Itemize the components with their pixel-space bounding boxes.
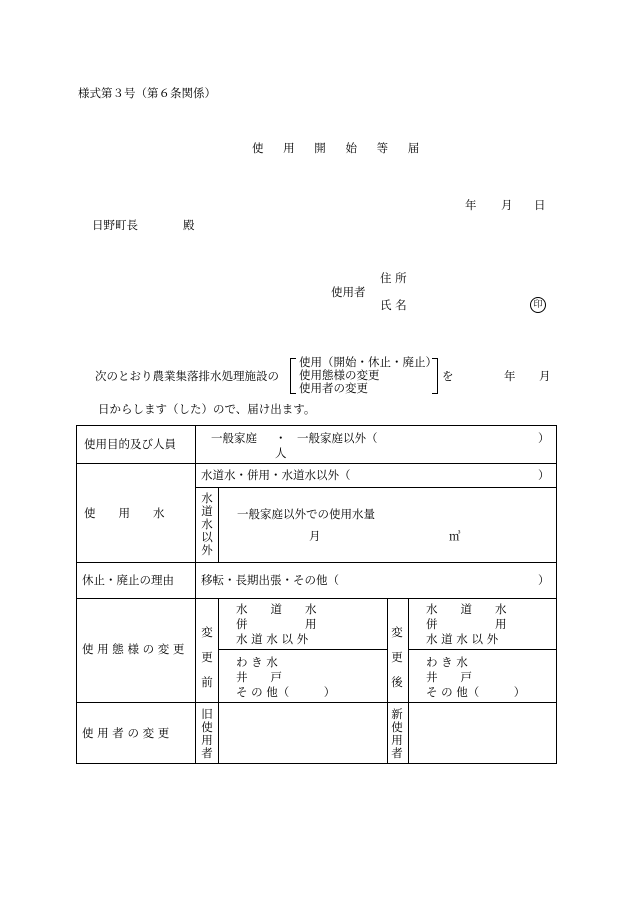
user-change-label: 使 用 者 の 変 更 — [82, 726, 170, 740]
statement-option-2: 使用態様の変更 — [299, 368, 380, 382]
water-label: 使 用 水 — [84, 506, 165, 520]
mode-change-label: 使 用 態 様 の 変 更 — [82, 642, 185, 656]
mode-before-bottom-1: わ き 水 — [236, 655, 278, 669]
mode-after-bottom-3: そ の 他（ ） — [426, 685, 526, 699]
bracket-right — [432, 358, 438, 394]
seal-icon: 印 — [530, 297, 546, 313]
water-usage-label: 一般家庭以外での使用水量 — [237, 507, 375, 521]
mode-before-top-1: 水 道 水 — [236, 602, 317, 616]
mode-after-top-3: 水 道 水 以 外 — [426, 632, 499, 646]
suspension-label: 休止・廃止の理由 — [82, 573, 174, 587]
address-label: 住 所 — [380, 271, 407, 285]
page-title: 使 用 開 始 等 届 — [252, 141, 428, 155]
statement-suffix: を — [442, 369, 454, 383]
purpose-close: ） — [538, 431, 550, 445]
statement-year: 年 — [504, 369, 516, 383]
bracket-left — [290, 358, 296, 394]
mode-before-bottom-3: そ の 他（ ） — [236, 685, 336, 699]
statement-prefix: 次のとおり農業集落排水処理施設の — [95, 369, 279, 383]
date-year: 年 — [465, 198, 477, 212]
mode-after-bottom-2: 井 戸 — [426, 670, 472, 684]
water-close: ） — [538, 468, 550, 482]
purpose-dot: ・ — [275, 431, 287, 445]
form-number: 様式第３号（第６条関係） — [78, 86, 216, 100]
mode-after-top-2: 併 用 — [426, 617, 507, 631]
water-usage-unit: ㎥ — [449, 529, 461, 543]
purpose-label: 使用目的及び人員 — [84, 437, 176, 451]
applicant-label: 使用者 — [331, 285, 366, 299]
mode-before-top-3: 水 道 水 以 外 — [236, 632, 309, 646]
water-sub-label: 水道水以外 — [201, 491, 213, 557]
suspension-options: 移転・長期出張・その他（ — [201, 573, 339, 587]
mode-before-label: 変更前 — [201, 625, 213, 689]
new-user-field[interactable] — [410, 704, 555, 762]
statement-month: 月 — [539, 369, 551, 383]
water-usage-month: 月 — [309, 529, 321, 543]
mode-before-top-2: 併 用 — [236, 617, 317, 631]
recipient: 日野町長 — [92, 218, 138, 232]
mode-after-bottom-1: わ き 水 — [426, 655, 468, 669]
honorific: 殿 — [183, 218, 195, 232]
name-label: 氏 名 — [380, 298, 407, 312]
purpose-option-other: 一般家庭以外（ — [297, 431, 378, 445]
mode-after-top-1: 水 道 水 — [426, 602, 507, 616]
statement-line2: 日からします（した）ので、届け出ます。 — [98, 402, 316, 416]
statement-option-3: 使用者の変更 — [299, 381, 368, 395]
old-user-field[interactable] — [220, 704, 386, 762]
purpose-persons: 人 — [275, 446, 287, 460]
date-month: 月 — [501, 198, 513, 212]
old-user-label: 旧使用者 — [201, 707, 213, 760]
mode-after-label: 変更後 — [391, 625, 403, 689]
statement-option-1: 使用（開始・休止・廃止） — [299, 355, 437, 369]
new-user-label: 新使用者 — [391, 707, 403, 760]
suspension-close: ） — [538, 573, 550, 587]
water-options: 水道水・併用・水道水以外（ — [201, 468, 351, 482]
purpose-option-household: 一般家庭 — [211, 431, 257, 445]
mode-before-bottom-2: 井 戸 — [236, 670, 282, 684]
date-day: 日 — [534, 198, 546, 212]
